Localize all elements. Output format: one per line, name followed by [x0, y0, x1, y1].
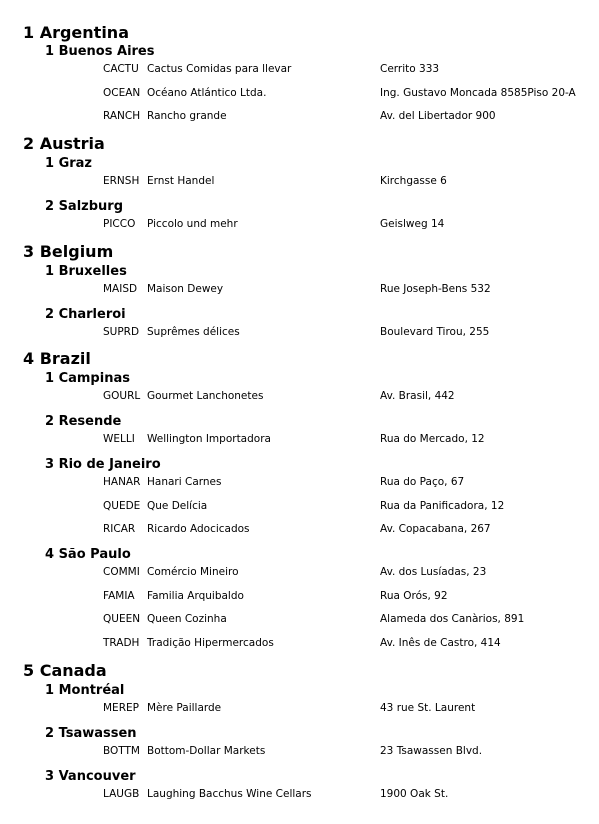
city-heading: 2 Resende: [45, 414, 122, 429]
customer-row: [0, 522, 599, 536]
customer-row: [0, 282, 599, 296]
customer-address: Av. dos Lusíadas, 23: [380, 566, 487, 578]
company-name: Ernst Handel: [147, 175, 215, 187]
city-heading: 1 Montréal: [45, 683, 125, 698]
customer-address: Rua do Paço, 67: [380, 476, 465, 488]
customer-row: [0, 86, 599, 100]
customer-id: RICAR: [103, 523, 136, 535]
city-heading: 1 Campinas: [45, 371, 130, 386]
customer-address: Rua do Mercado, 12: [380, 433, 485, 445]
company-name: Mère Paillarde: [147, 702, 222, 714]
country-heading: 2 Austria: [23, 134, 105, 153]
customer-address: Kirchgasse 6: [380, 175, 447, 187]
customer-id: PICCO: [103, 218, 136, 230]
customer-id: GOURL: [103, 390, 141, 402]
customer-row: [0, 701, 599, 715]
customer-address: 23 Tsawassen Blvd.: [380, 745, 483, 757]
city-heading: 1 Bruxelles: [45, 264, 127, 279]
customer-row: [0, 174, 599, 188]
city-heading: 2 Charleroi: [45, 307, 126, 322]
customer-address: Geislweg 14: [380, 218, 445, 230]
customer-address: Ing. Gustavo Moncada 8585Piso 20-A: [380, 87, 576, 99]
company-name: Cactus Comidas para llevar: [147, 63, 292, 75]
company-name: Suprêmes délices: [147, 326, 240, 338]
customer-id: QUEDE: [103, 500, 141, 512]
customer-address: 43 rue St. Laurent: [380, 702, 476, 714]
company-name: Familia Arquibaldo: [147, 590, 244, 602]
company-name: Wellington Importadora: [147, 433, 271, 445]
customer-id: WELLI: [103, 433, 135, 445]
customer-id: ERNSH: [103, 175, 140, 187]
company-name: Bottom-Dollar Markets: [147, 745, 266, 757]
customer-address: Av. del Libertador 900: [380, 110, 496, 122]
customer-id: LAUGB: [103, 788, 140, 800]
company-name: Comércio Mineiro: [147, 566, 239, 578]
customer-id: SUPRD: [103, 326, 140, 338]
customer-row: [0, 589, 599, 603]
customer-address: Av. Inês de Castro, 414: [380, 637, 501, 649]
customer-address: 1900 Oak St.: [380, 788, 449, 800]
customer-id: MEREP: [103, 702, 139, 714]
city-heading: 4 São Paulo: [45, 547, 131, 562]
customer-row: [0, 565, 599, 579]
company-name: Tradição Hipermercados: [147, 637, 274, 649]
country-heading: 4 Brazil: [23, 349, 91, 368]
customer-id: CACTU: [103, 63, 139, 75]
company-name: Gourmet Lanchonetes: [147, 390, 264, 402]
customer-address: Alameda dos Canàrios, 891: [380, 613, 525, 625]
city-heading: 1 Graz: [45, 156, 92, 171]
customer-address: Rue Joseph-Bens 532: [380, 283, 491, 295]
customer-row: [0, 499, 599, 513]
city-heading: 3 Vancouver: [45, 769, 136, 784]
country-heading: 1 Argentina: [23, 23, 129, 42]
customer-row: [0, 62, 599, 76]
customer-address: Rua Orós, 92: [380, 590, 448, 602]
customer-address: Rua da Panificadora, 12: [380, 500, 505, 512]
customer-row: [0, 744, 599, 758]
customer-row: [0, 636, 599, 650]
customer-row: [0, 475, 599, 489]
city-heading: 3 Rio de Janeiro: [45, 457, 161, 472]
company-name: Ricardo Adocicados: [147, 523, 250, 535]
customer-id: QUEEN: [103, 613, 141, 625]
customer-address: Cerrito 333: [380, 63, 440, 75]
customer-id: FAMIA: [103, 590, 135, 602]
country-heading: 3 Belgium: [23, 242, 114, 261]
customer-id: HANAR: [103, 476, 141, 488]
customer-id: BOTTM: [103, 745, 140, 757]
customer-row: [0, 217, 599, 231]
country-heading: 5 Canada: [23, 661, 107, 680]
customer-id: OCEAN: [103, 87, 141, 99]
customer-row: [0, 432, 599, 446]
city-heading: 2 Salzburg: [45, 199, 124, 214]
customer-id: COMMI: [103, 566, 140, 578]
customer-address: Av. Brasil, 442: [380, 390, 455, 402]
company-name: Piccolo und mehr: [147, 218, 238, 230]
company-name: Rancho grande: [147, 110, 227, 122]
customer-id: RANCH: [103, 110, 141, 122]
customer-address: Av. Copacabana, 267: [380, 523, 491, 535]
customer-id: TRADH: [103, 637, 140, 649]
city-heading: 2 Tsawassen: [45, 726, 137, 741]
customer-row: [0, 787, 599, 801]
customer-row: [0, 109, 599, 123]
customer-row: [0, 325, 599, 339]
company-name: Queen Cozinha: [147, 613, 227, 625]
customer-id: MAISD: [103, 283, 138, 295]
company-name: Que Delícia: [147, 500, 208, 512]
company-name: Hanari Carnes: [147, 476, 222, 488]
customer-row: [0, 389, 599, 403]
company-name: Océano Atlántico Ltda.: [147, 87, 267, 99]
customer-row: [0, 612, 599, 626]
city-heading: 1 Buenos Aires: [45, 44, 155, 59]
customer-address: Boulevard Tirou, 255: [380, 326, 490, 338]
company-name: Laughing Bacchus Wine Cellars: [147, 788, 312, 800]
company-name: Maison Dewey: [147, 283, 224, 295]
